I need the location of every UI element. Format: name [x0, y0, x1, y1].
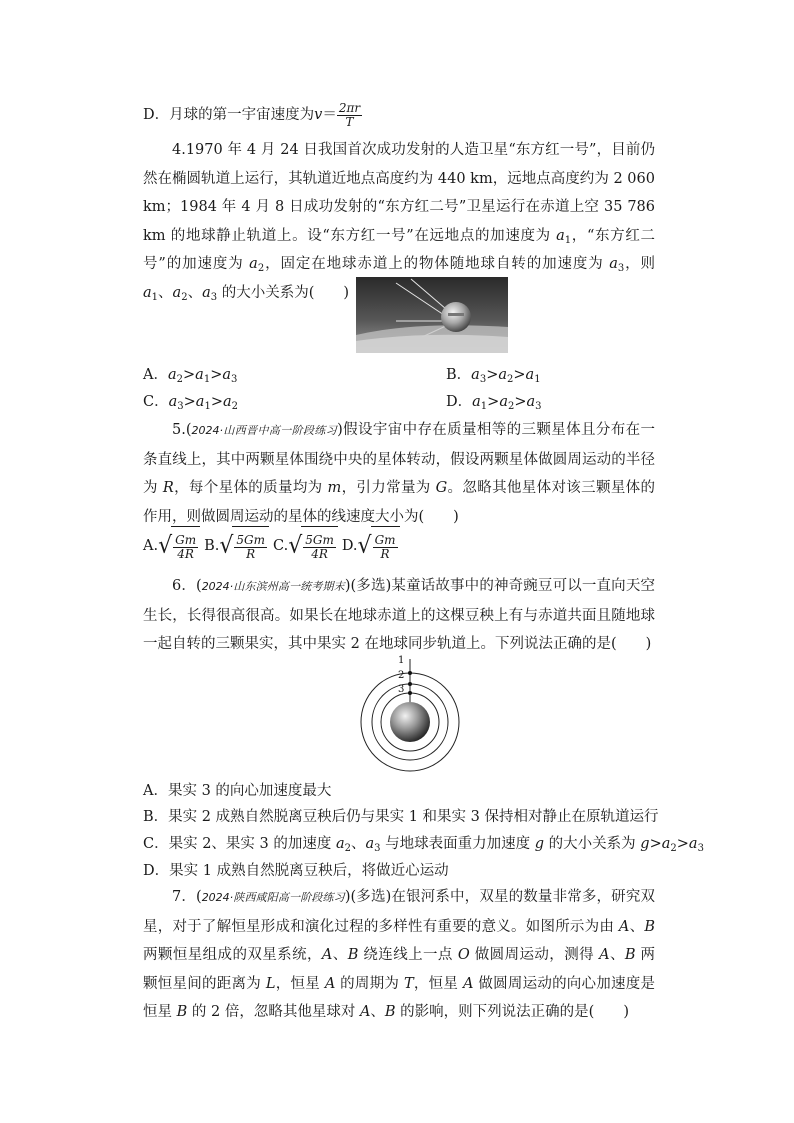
q5-option-c: [273, 532, 338, 561]
q3-var-v: v: [314, 107, 323, 123]
q4-option-a: A．$a_2>a_1>a_3$: [143, 367, 238, 385]
q5-option-a: [143, 532, 200, 561]
sqrt-symbol: √ $\frac{5Gm}{R}$: [219, 526, 269, 566]
q5-fraction: $\frac{Gm}{R}$: [374, 532, 396, 561]
q6-option-b: B．果实 2 成熟自然脱离豆秧后仍与果实 1 和果实 3 保持相对静止在原轨道运行: [143, 809, 659, 825]
q5-stem: 5.(2024·山西晋中高一阶段练习)假设宇宙中存在质量相等的三颗星体且分布在一条直线上，其中两颗星体围绕中央的星体转动，假设两颗星体做圆周运动的半径为 R，每个星体的质量均为 m，引力常量为 G。忽略其他星体对该三颗星体的作用，则做圆周运动的星体的线速度大小为( ): [143, 422, 656, 525]
q3-fraction: [337, 102, 362, 129]
satellite-photo: [356, 277, 508, 353]
q5-option-label: C.: [273, 538, 289, 554]
q6-option-c: C．果实 2、果实 3 的加速度 $a_2$、$a_3$ 与地球表面重力加速度 g 的大小关系为 $g>a_2>a_3$: [143, 836, 704, 854]
q5-option-label: D.: [341, 538, 358, 554]
q3-equals: ＝: [322, 107, 337, 123]
fruit-label-1: 1: [398, 655, 405, 666]
q4-option-c: C．$a_3>a_1>a_2$: [143, 394, 239, 412]
q4-option-d: D．$a_1>a_2>a_3$: [446, 394, 542, 412]
q5-option-b: [204, 532, 269, 561]
sqrt-symbol: √ $\frac{Gm}{R}$: [358, 526, 400, 566]
q5-options: [143, 526, 404, 566]
earth-orbits-diagram: [358, 652, 466, 774]
q3-denominator: T: [345, 114, 354, 129]
q3-numerator: 2πr: [338, 100, 361, 115]
fruit-label-2: 2: [398, 670, 405, 681]
q3-option-d-text: D．月球的第一宇宙速度为: [143, 107, 315, 123]
q5-option-label: A.: [143, 538, 159, 554]
orbit-figure: [358, 652, 466, 774]
q5-fraction: $\frac{5Gm}{R}$: [236, 532, 265, 561]
q5-option-d: [341, 532, 400, 561]
q6-option-a: A．果实 3 的向心加速度最大: [143, 783, 332, 799]
q4-option-b: B．$a_3>a_2>a_1$: [446, 367, 541, 385]
q5-fraction: $\frac{5Gm}{4R}$: [305, 532, 334, 561]
satellite-image-icon: [356, 277, 508, 353]
q6-stem: 6．(2024·山东滨州高一统考期末)(多选)某童话故事中的神奇豌豆可以一直向天空生长，长得很高很高。如果长在地球赤道上的这棵豆秧上有与赤道共面且随地球一起自转的三颗果实，其中果实 2 在地球同步轨道上。下列说法正确的是( ): [143, 578, 655, 652]
fruit-label-3: 3: [398, 684, 405, 695]
q3-option-d: [143, 100, 362, 130]
sqrt-symbol: √ $\frac{Gm}{4R}$: [158, 526, 200, 566]
q4-stem: 4.1970 年 4 月 24 日我国首次成功发射的人造卫星“东方红一号”，目前仍然在椭圆轨道上运行，其轨道近地点高度约为 440 km，远地点高度约为 2 060 km；1984 年 4 月 8 日成功发射的“东方红二号”卫星运行在赤道上空 35 786 km 的地球静止轨道上。设“东方红一号”在远地点的加速度为 $a_1$，“东方红二号”的加速度为 $a_2$，固定在地球赤道上的物体随地球自转的加速度为 $a_3$，则 $a_1$、$a_2$、$a_3$ 的大小关系为( ): [143, 142, 656, 303]
q6-option-d: D．果实 1 成熟自然脱离豆秧后，将做近心运动: [143, 863, 449, 879]
q7-stem: 7．(2024·陕西咸阳高一阶段练习)(多选)在银河系中，双星的数量非常多，研究双星，对于了解恒星形成和演化过程的多样性有重要的意义。如图所示为由 A、B 两颗恒星组成的双星系统，A、B 绕连线上一点 O 做圆周运动，测得 A、B 两颗恒星间的距离为 L，恒星 A 的周期为 T，恒星 A 做圆周运动的向心加速度是恒星 B 的 2 倍，忽略其他星球对 A、B 的影响，则下列说法正确的是( ): [143, 889, 656, 1020]
sqrt-symbol: √ $\frac{5Gm}{4R}$: [288, 526, 338, 566]
q5-option-label: B.: [204, 538, 220, 554]
q5-fraction: $\frac{Gm}{4R}$: [175, 532, 197, 561]
